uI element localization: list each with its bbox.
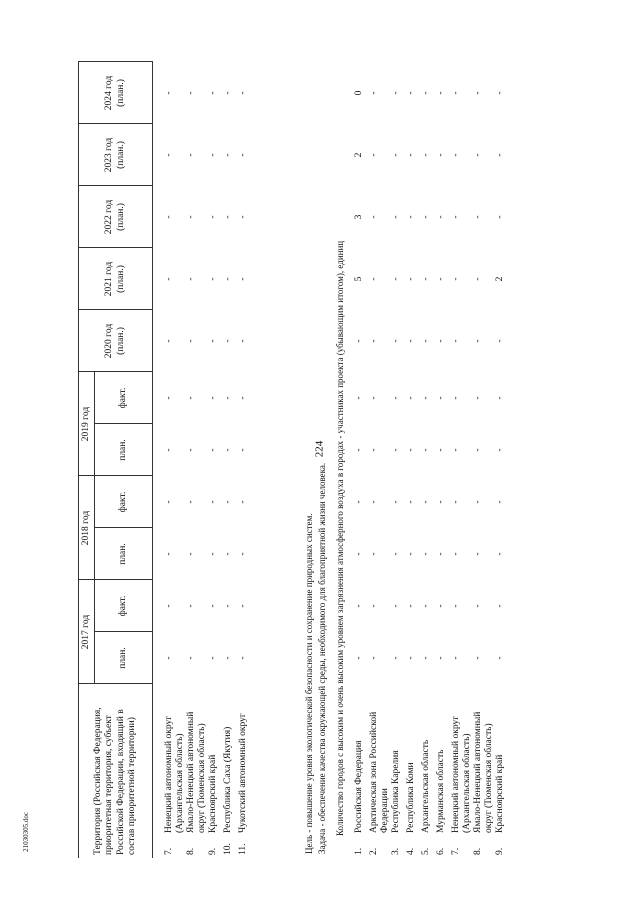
row-value-cell: - (435, 448, 446, 452)
row-value-cell: - (420, 277, 431, 281)
table-row (421, 62, 436, 858)
row-value-cell: 2 (494, 276, 505, 282)
row-value-cell: - (435, 153, 446, 157)
row-value-cell: - (164, 277, 174, 281)
row-value-cell: - (369, 153, 379, 157)
row-value-cell: - (369, 215, 379, 219)
table-row (164, 62, 186, 858)
row-value-cell: - (354, 656, 364, 660)
row-value-cell: - (207, 656, 218, 660)
row-value-cell: - (369, 656, 379, 660)
row-value-cell: - (369, 339, 379, 343)
row-value-cell: - (237, 215, 248, 219)
task-text: Задача - обеспечение качества окружающей среды, необходимого для благоприятной жизни человека. (317, 462, 327, 854)
row-value-cell: - (222, 656, 233, 660)
rotated-page-content (78, 28, 638, 858)
row-value-cell: - (207, 604, 218, 608)
row-number: 2. (369, 847, 379, 855)
row-value-cell: - (185, 396, 196, 400)
row-value-cell: - (207, 500, 218, 504)
row-number: 4. (405, 847, 416, 855)
row-value-cell: - (450, 339, 461, 343)
indicator-text: Количество городов с высоким и очень высоким уровнем загрязнения атмосферного воздуха в городах - участниках проекта (убывающим итогом), единиц (335, 240, 345, 836)
row-value-cell: - (369, 91, 379, 95)
row-value-cell: - (472, 656, 483, 660)
row-value-cell: - (185, 656, 196, 660)
row-value-cell: - (354, 552, 364, 556)
row-value-cell: - (450, 91, 461, 95)
row-value-cell: - (472, 552, 483, 556)
row-value-cell: - (369, 500, 379, 504)
row-value-cell: - (237, 91, 248, 95)
row-value-cell: - (237, 604, 248, 608)
row-territory-name: Ямало-Ненецкий автономный округ (Тюменская область) (185, 711, 207, 833)
row-value-cell: - (420, 339, 431, 343)
row-value-cell: - (390, 656, 401, 660)
row-value-cell: - (222, 604, 233, 608)
row-number: 1. (354, 847, 364, 855)
row-value-cell: - (207, 215, 218, 219)
row-value-cell: - (222, 339, 233, 343)
territory-header: Территория (Российская Федерация, приоритетная территория, субъект Российской Федерации, входящий в состав приоритетной территории) (79, 684, 153, 858)
row-value-cell: - (207, 396, 218, 400)
table-row (473, 62, 495, 858)
row-value-cell: - (164, 448, 174, 452)
row-value-cell: - (354, 604, 364, 608)
table-row (238, 62, 253, 858)
row-value-cell: - (494, 91, 505, 95)
row-value-cell: - (237, 277, 248, 281)
row-value-cell: - (494, 396, 505, 400)
row-value-cell: - (164, 656, 174, 660)
row-value-cell: - (222, 448, 233, 452)
row-value-cell: - (450, 656, 461, 660)
row-territory-name: Красноярский край (494, 754, 505, 833)
row-value-cell: - (222, 500, 233, 504)
row-territory-name: Ненецкий автономный округ (Архангельская область) (450, 715, 472, 833)
row-value-cell: - (164, 552, 174, 556)
row-value-cell: - (405, 552, 416, 556)
row-value-cell: - (472, 396, 483, 400)
row-value-cell: - (420, 215, 431, 219)
row-value-cell: - (207, 277, 218, 281)
page-number: 224 (313, 440, 326, 458)
row-value-cell: - (222, 91, 233, 95)
table-row (451, 62, 473, 858)
row-territory-name: Арктическая зона Российской Федерации (369, 711, 390, 833)
row-territory-name: Республика Карелия (390, 750, 401, 833)
row-value-cell: - (435, 500, 446, 504)
row-value-cell: - (164, 339, 174, 343)
plan-2018-header: план. (95, 528, 153, 580)
row-value-cell: - (390, 277, 401, 281)
row-territory-name: Ямало-Ненецкий автономный округ (Тюменская область) (472, 711, 494, 833)
row-value-cell: - (164, 604, 174, 608)
row-value-cell: - (390, 91, 401, 95)
row-value-cell: 0 (354, 90, 364, 96)
row-value-cell: - (450, 604, 461, 608)
row-value-cell: - (185, 604, 196, 608)
row-value-cell: - (369, 604, 379, 608)
row-value-cell: - (207, 448, 218, 452)
row-number: 11. (237, 843, 248, 855)
row-value-cell: - (222, 396, 233, 400)
row-value-cell: - (435, 604, 446, 608)
row-value-cell: - (494, 215, 505, 219)
table-row (208, 62, 223, 858)
row-value-cell: - (369, 396, 379, 400)
row-value-cell: - (237, 552, 248, 556)
row-value-cell: - (472, 277, 483, 281)
row-value-cell: - (420, 448, 431, 452)
row-value-cell: - (450, 153, 461, 157)
year-2023-header: 2023 год (план.) (79, 124, 153, 186)
plan-2019-header: план. (95, 424, 153, 476)
row-value-cell: - (207, 91, 218, 95)
row-value-cell: - (185, 215, 196, 219)
row-value-cell: - (472, 448, 483, 452)
row-value-cell: - (435, 91, 446, 95)
row-value-cell: - (354, 396, 364, 400)
table-row (369, 62, 391, 858)
row-number: 7. (450, 847, 461, 855)
row-value-cell: - (390, 153, 401, 157)
row-value-cell: - (435, 656, 446, 660)
row-value-cell: - (237, 500, 248, 504)
row-territory-name: Ненецкий автономный округ (Архангельская область) (164, 715, 185, 833)
row-value-cell: - (207, 339, 218, 343)
row-value-cell: - (405, 656, 416, 660)
row-value-cell: - (435, 277, 446, 281)
row-value-cell: - (420, 656, 431, 660)
row-value-cell: - (450, 396, 461, 400)
footer-doc-code: 21030305.doc (21, 812, 30, 852)
row-value-cell: - (450, 552, 461, 556)
row-territory-name: Красноярский край (207, 754, 218, 833)
row-value-cell: - (405, 448, 416, 452)
year-2022-header: 2022 год (план.) (79, 186, 153, 248)
row-number: 3. (390, 847, 401, 855)
year-2021-header: 2021 год (план.) (79, 248, 153, 310)
header-table (78, 62, 153, 859)
row-value-cell: - (472, 500, 483, 504)
row-value-cell: - (222, 277, 233, 281)
row-value-cell: - (472, 604, 483, 608)
row-number: 8. (185, 847, 196, 855)
row-value-cell: - (185, 91, 196, 95)
row-territory-name: Республика Коми (405, 762, 416, 833)
row-value-cell: - (369, 552, 379, 556)
goal-text: Цель - повышение уровня экологической безопасности и сохранение природных систем. (304, 513, 314, 854)
row-value-cell: - (494, 656, 505, 660)
row-value-cell: - (450, 500, 461, 504)
row-value-cell: - (185, 500, 196, 504)
row-value-cell: - (472, 91, 483, 95)
row-value-cell: - (435, 339, 446, 343)
row-value-cell: - (164, 91, 174, 95)
row-value-cell: - (390, 215, 401, 219)
row-number: 7. (164, 847, 174, 855)
table-row (391, 62, 406, 858)
row-value-cell: - (164, 153, 174, 157)
top-rows-table (164, 62, 253, 858)
bottom-rows-table (354, 62, 510, 858)
row-number: 9. (207, 847, 218, 855)
row-value-cell: - (354, 339, 364, 343)
row-value-cell: - (354, 500, 364, 504)
row-value-cell: - (405, 215, 416, 219)
row-value-cell: - (164, 215, 174, 219)
row-value-cell: - (185, 448, 196, 452)
table-row (495, 62, 510, 858)
row-value-cell: - (435, 552, 446, 556)
row-value-cell: - (494, 448, 505, 452)
row-value-cell: - (237, 339, 248, 343)
row-value-cell: - (185, 339, 196, 343)
year-2020-header: 2020 год (план.) (79, 310, 153, 372)
row-value-cell: - (237, 396, 248, 400)
row-value-cell: - (390, 396, 401, 400)
row-value-cell: - (420, 500, 431, 504)
row-value-cell: - (369, 277, 379, 281)
row-value-cell: - (450, 448, 461, 452)
table-row (406, 62, 421, 858)
row-value-cell: - (405, 277, 416, 281)
table-row (186, 62, 208, 858)
row-value-cell: - (185, 552, 196, 556)
row-territory-name: Республика Саха (Якутия) (222, 726, 233, 833)
row-value-cell: - (472, 215, 483, 219)
row-value-cell: - (164, 500, 174, 504)
row-value-cell: - (405, 500, 416, 504)
row-number: 9. (494, 847, 505, 855)
row-value-cell: - (237, 153, 248, 157)
year-2024-header: 2024 год (план.) (79, 62, 153, 124)
row-value-cell: - (207, 153, 218, 157)
row-number: 5. (420, 847, 431, 855)
row-value-cell: - (494, 552, 505, 556)
row-value-cell: - (237, 656, 248, 660)
row-value-cell: - (405, 153, 416, 157)
row-value-cell: - (405, 396, 416, 400)
row-value-cell: - (405, 604, 416, 608)
fact-2019-header: факт. (95, 372, 153, 424)
row-value-cell: - (390, 552, 401, 556)
row-value-cell: - (494, 339, 505, 343)
row-value-cell: - (494, 500, 505, 504)
row-value-cell: - (390, 604, 401, 608)
row-value-cell: - (435, 215, 446, 219)
row-value-cell: - (390, 339, 401, 343)
year-2019-header: 2019 год (79, 372, 95, 476)
row-territory-name: Мурманская область (435, 749, 446, 833)
plan-2017-header: план. (95, 632, 153, 684)
row-value-cell: - (237, 448, 248, 452)
table-row (354, 62, 369, 858)
row-territory-name: Российская Федерация (354, 740, 364, 833)
row-number: 10. (222, 843, 233, 855)
row-value-cell: - (390, 448, 401, 452)
table-row (223, 62, 238, 858)
table-row (436, 62, 451, 858)
fact-2018-header: факт. (95, 476, 153, 528)
row-value-cell: - (450, 277, 461, 281)
row-territory-name: Архангельская область (420, 739, 431, 833)
row-value-cell: 2 (354, 152, 364, 158)
row-value-cell: - (420, 552, 431, 556)
row-value-cell: - (405, 91, 416, 95)
row-value-cell: - (222, 153, 233, 157)
row-territory-name: Чукотский автономный округ (237, 713, 248, 833)
row-number: 8. (472, 847, 483, 855)
row-value-cell: - (369, 448, 379, 452)
year-2018-header: 2018 год (79, 476, 95, 580)
row-value-cell: - (472, 339, 483, 343)
row-value-cell: - (185, 277, 196, 281)
row-value-cell: - (405, 339, 416, 343)
fact-2017-header: факт. (95, 580, 153, 632)
row-value-cell: - (435, 396, 446, 400)
row-value-cell: - (164, 396, 174, 400)
row-value-cell: - (390, 500, 401, 504)
row-value-cell: - (472, 153, 483, 157)
row-value-cell: - (420, 396, 431, 400)
row-number: 6. (435, 847, 446, 855)
year-2017-header: 2017 год (79, 580, 95, 684)
row-value-cell: - (420, 604, 431, 608)
row-value-cell: - (450, 215, 461, 219)
row-value-cell: - (494, 604, 505, 608)
row-value-cell: 5 (354, 276, 364, 282)
row-value-cell: - (420, 91, 431, 95)
row-value-cell: 3 (354, 214, 364, 220)
row-value-cell: - (420, 153, 431, 157)
row-value-cell: - (354, 448, 364, 452)
row-value-cell: - (207, 552, 218, 556)
row-value-cell: - (222, 552, 233, 556)
row-value-cell: - (185, 153, 196, 157)
row-value-cell: - (222, 215, 233, 219)
row-value-cell: - (494, 153, 505, 157)
